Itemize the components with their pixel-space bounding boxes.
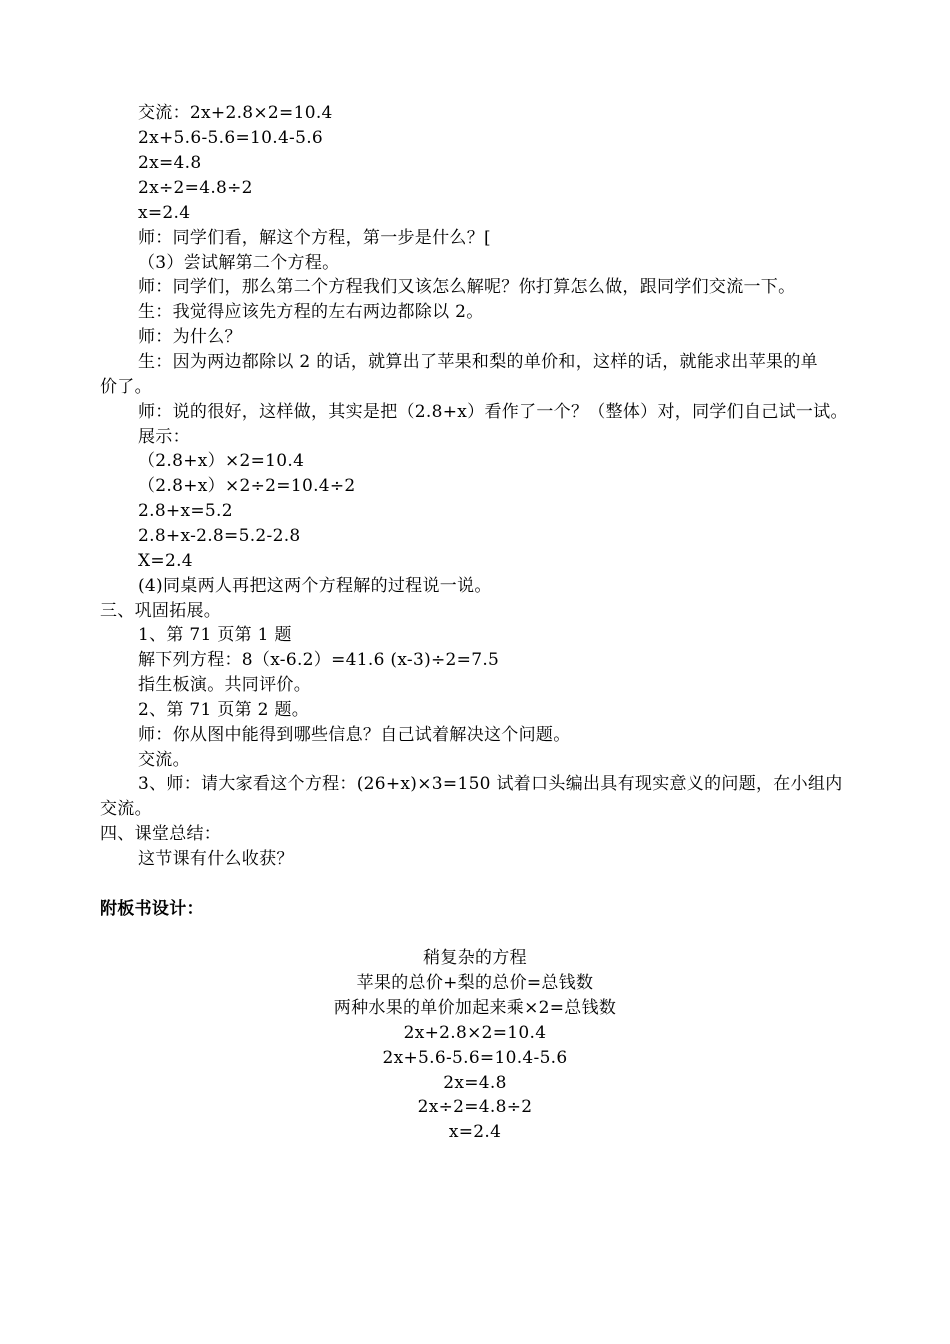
board-line: 2x÷2=4.8÷2 [417, 1097, 533, 1117]
section-heading: 三、巩固拓展。 [100, 601, 222, 621]
section-heading: 四、课堂总结： [100, 824, 222, 844]
text-line: 2.8+x-2.8=5.2-2.8 [138, 526, 301, 546]
text-line: （2.8+x）×2=10.4 [138, 451, 305, 471]
text-line: 师：说的很好，这样做，其实是把（2.8+x）看作了一个？（整体）对，同学们自己试一试。 [138, 402, 848, 422]
text-line: 师：同学们，那么第二个方程我们又该怎么解呢？你打算怎么做，跟同学们交流一下。 [138, 277, 796, 297]
text-line: 生：因为两边都除以 2 的话，就算出了苹果和梨的单价和，这样的话，就能求出苹果的单 [138, 352, 818, 372]
board-line: 2x=4.8 [443, 1073, 507, 1093]
text-line: 交流。 [138, 750, 190, 770]
board-line: 苹果的总价+梨的总价=总钱数 [356, 973, 594, 993]
text-line: 2x÷2=4.8÷2 [138, 178, 253, 198]
text-line: 解下列方程：8（x-6.2）=41.6 (x-3)÷2=7.5 [138, 650, 500, 670]
board-line: 两种水果的单价加起来乘×2=总钱数 [333, 998, 617, 1018]
board-line: x=2.4 [448, 1122, 502, 1142]
text-line: （2.8+x）×2÷2=10.4÷2 [138, 476, 356, 496]
board-design-heading: 附板书设计： [100, 899, 204, 919]
text-line: 1、第 71 页第 1 题 [138, 625, 292, 645]
text-line: 交流。 [100, 799, 152, 819]
board-line: 2x+2.8×2=10.4 [403, 1023, 547, 1043]
text-line: （3）尝试解第二个方程。 [138, 253, 340, 273]
text-line: 师：为什么？ [138, 327, 242, 347]
board-line: 2x+5.6-5.6=10.4-5.6 [382, 1048, 568, 1068]
text-line: 这节课有什么收获？ [138, 849, 294, 869]
text-line: X=2.4 [138, 551, 193, 571]
text-line: 2x+5.6-5.6=10.4-5.6 [138, 128, 324, 148]
text-line: 师：你从图中能得到哪些信息？自己试着解决这个问题。 [138, 725, 571, 745]
text-line: 展示： [138, 427, 190, 447]
text-line: 2x=4.8 [138, 153, 202, 173]
text-line: 3、师：请大家看这个方程：(26+x)×3=150 试着口头编出具有现实意义的问题，在小组内 [138, 774, 843, 794]
text-line: 生：我觉得应该先方程的左右两边都除以 2。 [138, 302, 484, 322]
board-line: 稍复杂的方程 [423, 948, 527, 968]
text-line: x=2.4 [138, 203, 191, 223]
text-line: (4)同桌两人再把这两个方程解的过程说一说。 [138, 576, 492, 596]
text-line: 2.8+x=5.2 [138, 501, 233, 521]
text-line: 2、第 71 页第 2 题。 [138, 700, 310, 720]
text-line: 师：同学们看，解这个方程，第一步是什么？[ [138, 228, 491, 248]
text-line: 指生板演。共同评价。 [138, 675, 311, 695]
text-line: 价了。 [100, 377, 152, 397]
text-line: 交流：2x+2.8×2=10.4 [138, 103, 333, 123]
